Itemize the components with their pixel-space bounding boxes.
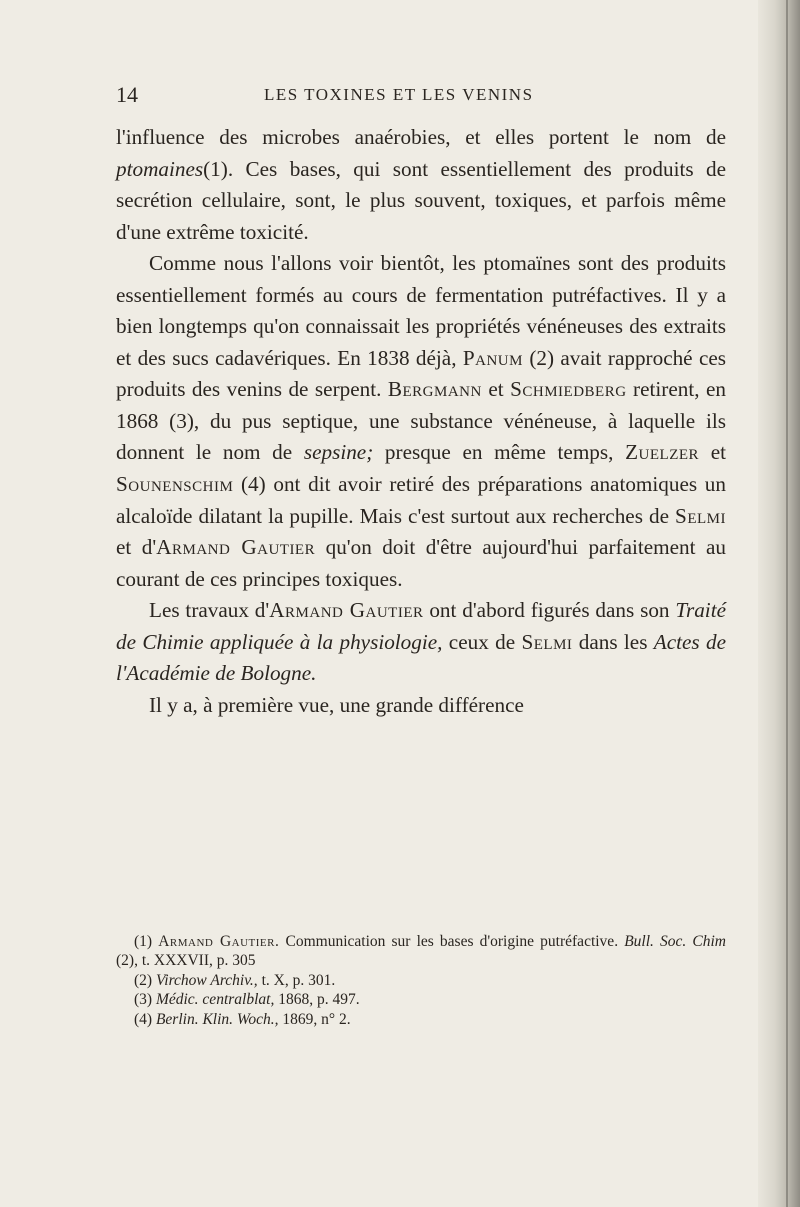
author-name: Selmi <box>521 629 573 654</box>
text-run: dans les <box>572 629 654 654</box>
book-title: Traité de Chimie appliquée à la physiologie, <box>116 598 726 654</box>
text-run: (4) ont dit avoir retiré des préparations anatomiques un alcaloïde dilatant la pupille. Mais c'est surtout aux recherches de <box>116 472 726 528</box>
journal-title: Berlin. Klin. Woch., <box>155 1010 279 1028</box>
text-run: t. X, p. 301. <box>257 971 336 989</box>
text-run: et <box>481 377 511 402</box>
text-run: 1868, p. 497. <box>274 991 360 1009</box>
footnote-marker: (2) <box>134 971 156 989</box>
journal-title: Virchow Archiv., <box>155 971 258 989</box>
author-name: Panum <box>462 345 523 370</box>
text-run: l'influence des microbes anaérobies, et elles portent le nom de <box>116 125 726 149</box>
footnote-marker: (1) <box>134 933 159 950</box>
text-run: Comme nous l'allons voir bientôt, les ptomaïnes sont des produits essentiellement formés au cours de fermentation putréfactives. Il y a bien longtemps qu'on connaissait les propriétés vénéneuses des extraits et des sucs cadavériques. En 1838 déjà, <box>116 251 726 370</box>
text-run: et d' <box>116 535 157 560</box>
author-name: Bergmann <box>387 377 482 402</box>
paragraph-1 <box>116 122 726 248</box>
page-header <box>116 82 726 112</box>
body-text <box>116 122 726 721</box>
author-name: Armand Gautier <box>269 598 424 623</box>
text-run: Communication sur les bases d'origine putréfactive. <box>279 933 625 950</box>
text-run: Les travaux d' <box>149 598 270 623</box>
journal-title: Médic. centralblat, <box>155 991 275 1009</box>
text-run: ceux de <box>442 629 522 654</box>
author-name: Schmiedberg <box>510 377 627 402</box>
page-edge-line <box>786 0 788 1207</box>
author-name: Zuelzer <box>625 440 700 465</box>
text-run: 1869, n° 2. <box>278 1010 351 1028</box>
paragraph-4 <box>116 690 726 722</box>
author-name: Selmi <box>675 503 726 528</box>
text-run: et <box>699 440 726 465</box>
footnote-2 <box>116 971 726 990</box>
footnote-marker: (3) <box>134 991 156 1009</box>
footnote-4 <box>116 1010 726 1029</box>
footnotes <box>116 932 726 1029</box>
text-run: presque en même temps, <box>373 440 626 465</box>
running-head: LES TOXINES ET LES VENINS <box>264 85 534 104</box>
page-edge-shadow <box>758 0 800 1207</box>
text-run: (1). Ces bases, qui sont essentiellement des produits de secrétion cellulaire, sont, le plus souvent, toxiques, et parfois même d'une extrême toxicité. <box>116 156 726 244</box>
text-run: qu'on doit d'être aujourd'hui parfaitement au courant de ces principes toxiques. <box>116 535 726 591</box>
paragraph-2 <box>116 248 726 595</box>
journal-title: Actes de l'Académie de Bologne. <box>116 629 727 686</box>
text-run: Il y a, à première vue, une grande différence <box>149 692 524 717</box>
text-run: (2), t. XXXVII, p. 305 <box>116 952 256 970</box>
footnote-3 <box>116 990 726 1009</box>
journal-title: Bull. Soc. Chim <box>624 933 726 950</box>
author-name: Sounenschim <box>116 472 234 497</box>
page-number: 14 <box>116 82 138 107</box>
text-run: ont d'abord figurés dans son <box>423 598 676 623</box>
author-name: Armand Gautier <box>156 535 316 560</box>
text-run: retirent, en 1868 (3), du pus septique, une substance vénéneuse, à laquelle ils donnent le nom de <box>116 377 726 465</box>
paragraph-3 <box>116 595 726 690</box>
footnote-marker: (4) <box>134 1010 156 1028</box>
author-name: Armand Gautier. <box>158 933 280 950</box>
italic-term: sepsine; <box>303 440 374 465</box>
text-run: (2) avait rapproché ces produits des venins de serpent. <box>116 345 726 402</box>
footnote-1 <box>116 932 726 971</box>
italic-term: ptomaines <box>116 156 204 181</box>
